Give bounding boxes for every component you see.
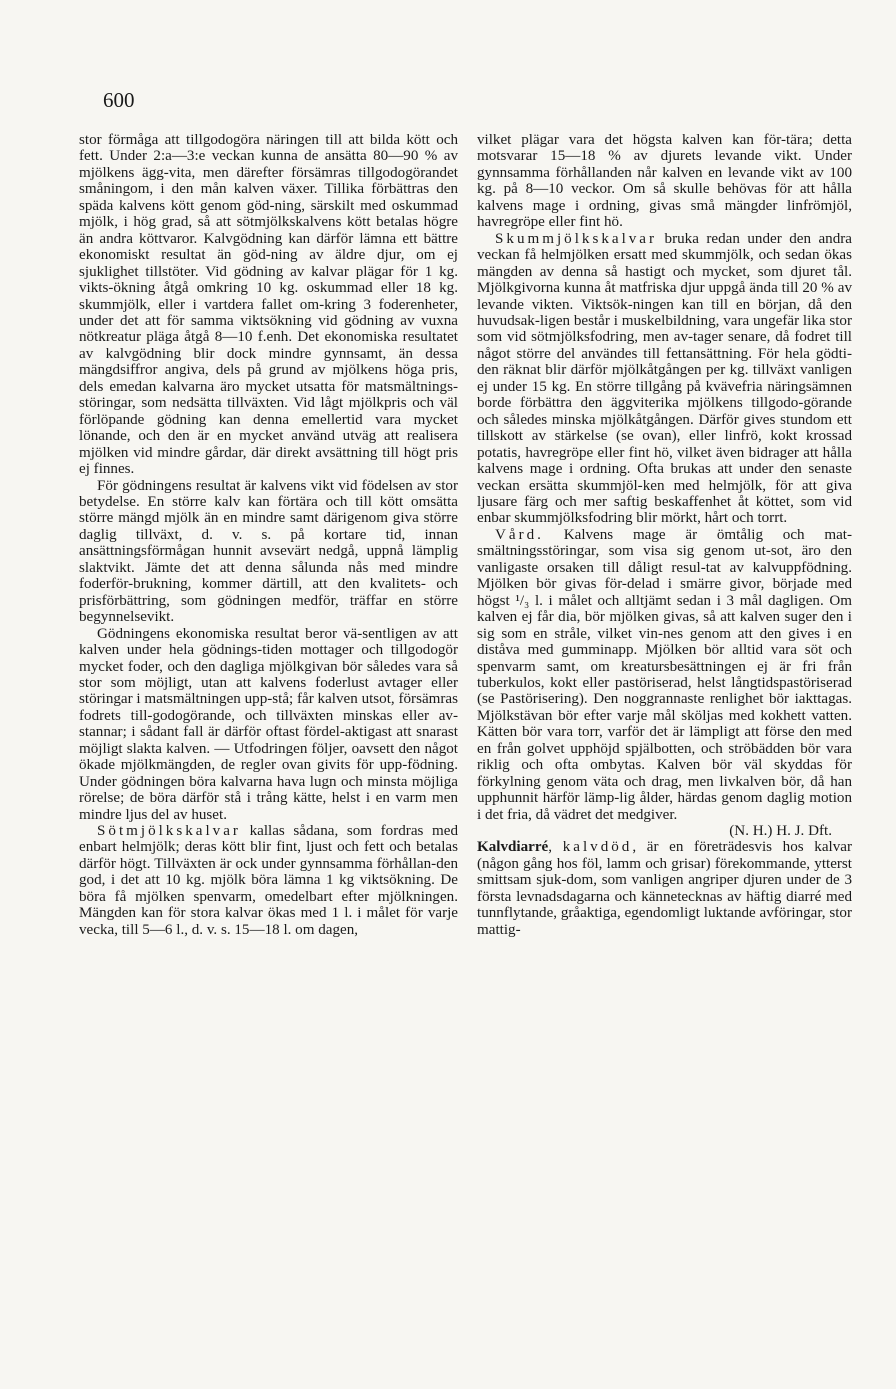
right-column	[477, 132, 852, 938]
paragraph-vard	[477, 527, 852, 823]
paragraph-kalvgodning: stor förmåga att tillgodogöra näringen till att bilda kött och fett. Under 2:a—3:e veckan kunna de ansätta 80—90 % av mjölkens ägg-vita, men därefter försämras tillgodogörandet småningom, i den mån kalven växer. Tillika förbättras den späda kalvens kött genom göd-ning, särskilt med oskummad mjölk, i hög grad, så att sötmjölkskalvens kött betalas högre än andra köttvaror. Kalvgödning kan därför lämna ett bättre ekonomiskt resultat än göd-ning av äldre djur, om ej sjuklighet tillstöter. Vid gödning av kalvar plägar för 1 kg. vikts-ökning åtgå omkring 10 kg. oskummad eller 18 kg. skummjölk, eller i vartdera fallet om-kring 3 foderenheter, under det att för samma viktsökning vid gödning av vuxna nötkreatur pläga åtgå 8—10 f.enh. Det ekonomiska resultatet av kalvgödning blir dock mindre gynnsamt, än dessa mängdsiffror angiva, dels på grund av mjölkens höga pris, dels emedan kalvarna äro mycket utsatta för matsmältnings-störingar, som nedsätta tillväxten. Vid lågt mjölkpris och väl förlöpande gödning kan denna emellertid vara mycket lönande, och den är en mycket använd utväg att realisera mjölken vid mindre gårdar, där direkt avsättning till högt pris ej finnes.	[79, 132, 458, 478]
entry-kalvdiarre-text: , är en företrädesvis hos kalvar (någon gång hos föl, lamm och grisar) förekommande, ytterst smittsam sjuk-dom, som vanligen angriper djuren under de 3 första levnadsdagarna och kännetecknas av häftig diarré med tunnflytande, gråaktiga, egendomligt luktande avföringar, stor mattig-	[477, 839, 853, 938]
author-signature: (N. H.) H. J. Dft.	[729, 823, 832, 840]
paragraph-skummjolkskalvar-text: bruka redan under den andra veckan få helmjölken ersatt med skummjölk, och sedan ökas mängden av denna så hastigt och mycket, som djuret tål. Mjölkgivorna kunna åt matfriska djur uppgå ända till 20 % av levande vikten. Viktsök-ningen kan till en början, då den huvudsak-ligen består i muskelbildning, vara ungefär lika stor som vid sötmjölksfodring, men av-tager senare, då fodret till något större del användes till fettansättning. För hela gödti-den räknat blir därför mjölkåtgången per kg. tillväxt vanligen ej under 15 kg. En större tillgång på kvävefria näringsämnen borde förbättra den äggviterika mjölkens tillgodo-görande och således minska mjölkåtgången. Därför gives stundom ett tillskott av stärkelse (se ovan), eller linfrö, kokt krossad potatis, havregröpe eller fint hö, vilket även bidrager att hålla kalvens mage i ordning. Ofta brukas att under den senaste veckan ersätta skummjöl-ken med helmjölk, för att giva ljusare färg och mer saftig beskaffenhet åt köttet, som vid enbar skummjölksfodring blir mörkt, hårt och torrt.	[477, 230, 852, 527]
term-kalvdod: kalvdöd	[562, 839, 633, 856]
paragraph-kalvens-vikt-text: För gödningens resultat är kalvens vikt vid födelsen av stor betydelse. En större kalv kan förtära och till kött omsätta större mängd mjölk än en mindre samt därigenom giva större daglig tillväxt, d. v. s. på kortare tid, innan ansättningsförmågan hunnit avsevärt nedgå, uppnå lämplig slaktvikt. Jämte det att denna sålunda nås med mindre foderför-brukning, kommer därtill, att den kvalitets- och prisförbättring, som gödningen medför, träffar en större begynnelsevikt.	[79, 477, 458, 626]
paragraph-continuation: vilket plägar vara det högsta kalven kan för-tära; detta motsvarar 15—18 % av djurets levande vikt. Under gynnsamma förhållanden når kalven en levande vikt av 100 kg. på 8—10 veckor. Om så skulle behövas för att hålla kalvens mage i ordning, givas små mängder linfrömjöl, havregröpe eller fint hö.	[477, 132, 852, 231]
term-vard: Vård.	[495, 526, 544, 543]
paragraph-skummjolkskalvar	[477, 231, 852, 527]
paragraph-sotmjolkskalvar-text: kallas sådana, som fordras med enbart helmjölk; deras kött blir fint, ljust och fett och betalas därför högt. Tillväxten är ock under gynnsamma förhållan-den god, i det att 10 kg. mjölk böra lämna 1 kg viktsökning. De böra få mjölken spenvarm, omedelbart efter mjölkningen. Mängden kan för stora kalvar ökas med 1 l. i målet för varje vecka, till 5—6 l., d. v. s. 15—18 l. om dagen,	[79, 823, 458, 938]
headword-kalvdiarre: Kalvdiarré	[477, 839, 549, 856]
entry-kalvdiarre: Kalvdiarré, kalvdöd, är en företrädesvis hos kalvar (någon gång hos föl, lamm och grisar) förekommande, ytterst smittsam sjuk-dom, som vanligen angriper djuren under de 3 första levnadsdagarna och kännetecknas av häftig diarré med tunnflytande, gråaktiga, egendomligt luktande avföringar, stor mattig-	[477, 839, 853, 938]
left-column	[79, 132, 458, 938]
paragraph-ekonomiska-resultat	[79, 626, 458, 823]
term-sotmjolkskalvar: Sötmjölkskalvar	[97, 823, 241, 840]
paragraph-ekonomiska-resultat-text: Gödningens ekonomiska resultat beror vä-sentligen av att kalven under hela gödnings-tiden mottager och tillgodogör mycket foder, och den dagliga mjölkgivan bör således vara så stor som möjligt, utan att kalvens foderlust avtager eller störingar i matsmältningen upp-stå; får kalven utsot, försämras fodrets till-godogörande, och tillväxten minskas eller av-stannar; i sådant fall är därför oftast fördel-aktigast att snarast möjligt slakta kalven. — Utfodringen följer, oavsett den något ökade mjölkmängden, de regler ovan givits för upp-födning. Under gödningen böra kalvarna hava lugn och minsta möjliga rörelse; de böra därför stå i trång kätte, helst i en varm men mindre ljus del av huset.	[79, 625, 458, 823]
paragraph-sotmjolkskalvar	[79, 823, 458, 938]
page-number: 600	[103, 88, 135, 112]
paragraph-kalvens-vikt	[79, 478, 458, 626]
term-skummjolkskalvar: Skummjölkskalvar	[495, 230, 658, 247]
paragraph-vard-text: Kalvens mage är ömtålig och mat-smältningsstöringar, som visa sig genom ut-sot, äro den vanligaste orsaken till dåligt resul-tat av kalvuppfödning. Mjölken bör givas för-delad i smärre givor, började med högst ¹/₃ l. i målet och alltjämt sedan i 3 mål dagligen. Om kalven ej får dia, bör mjölken givas, så att kalven suger den i sig som en stråle, vilket vin-nes genom att den gives i en diståva med gumminapp. Mjölken bör alltid vara söt och spenvarm samt, om kreatursbesättningen ej är fri från tuberkulos, kokt eller pastöriserad, helst långtidspastöriserad (se Pastörisering). Den noggrannaste renlighet bör iakttagas. Mjölkstävan bör efter varje mål sköljas med kokhett vatten. Kätten bör vara torr, varför det är lämpligt att förse den med en från golvet upphöjd spjälbotten, och ströbädden bör vara riklig och ofta ombytas. Kalven bör väl skyddas för förkylning genom väta och drag, men livkalven bör, då han upphunnit härför lämp-lig ålder, härdas genom daglig motion i det fria, då vädret det medgiver.	[477, 526, 852, 823]
